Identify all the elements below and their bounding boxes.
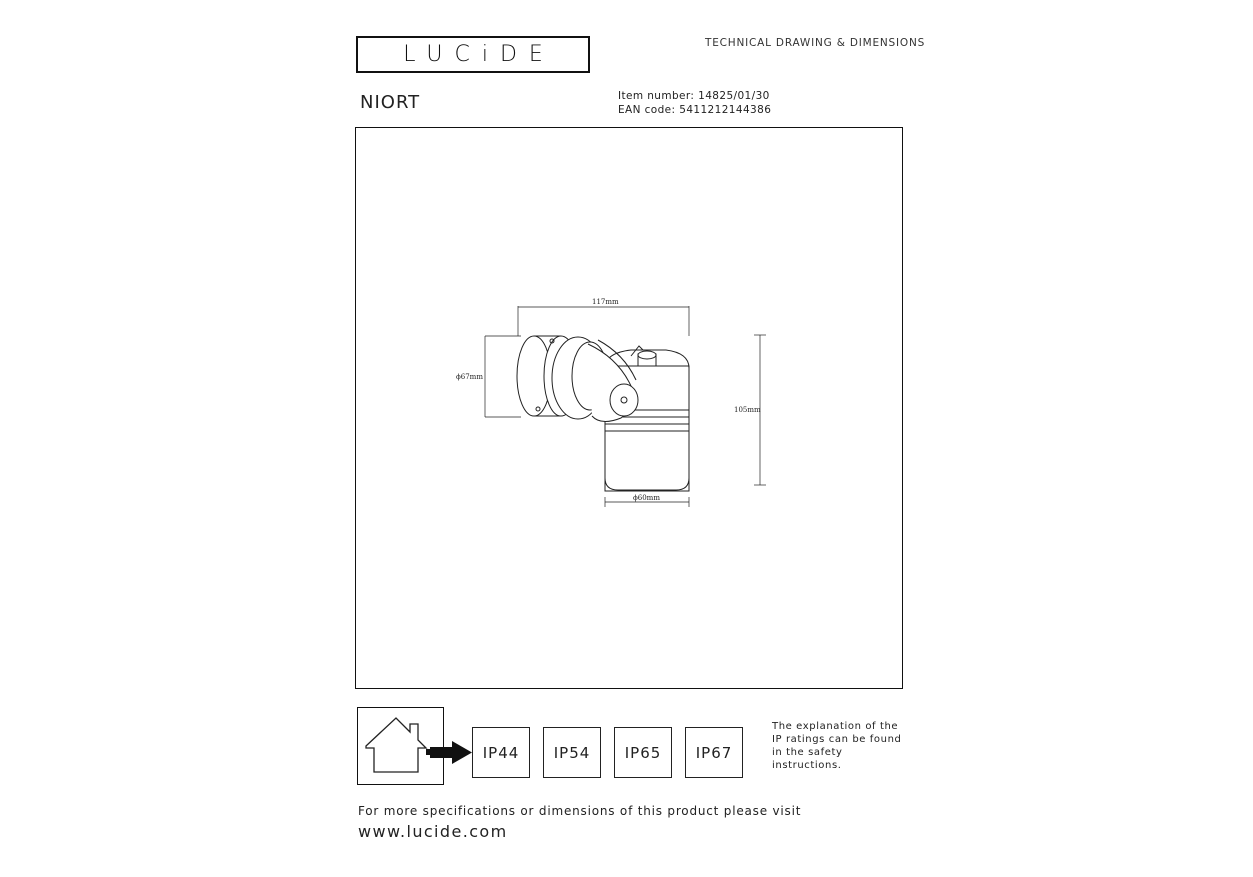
ip-rating-ip54: IP54 (543, 727, 601, 778)
item-number (618, 90, 770, 102)
ean-code-label: EAN code: (618, 104, 676, 116)
brand-logo-text: LUCiDE (403, 42, 555, 67)
ip-rating-ip67: IP67 (685, 727, 743, 778)
arrow-icon (430, 741, 472, 765)
ean-code (618, 104, 771, 116)
product-name: NIORT (360, 92, 421, 113)
technical-drawing-frame (355, 127, 903, 689)
ip-rating-ip44: IP44 (472, 727, 530, 778)
head-diameter-label: ϕ60mm (633, 494, 660, 502)
item-number-value: 14825/01/30 (698, 90, 770, 102)
website-link[interactable]: www.lucide.com (358, 822, 508, 841)
ip-ratings-note: The explanation of the IP ratings can be found in the safety instructions. (772, 721, 902, 771)
width-dimension-label: 117mm (592, 298, 619, 306)
document-title: TECHNICAL DRAWING & DIMENSIONS (705, 37, 926, 49)
lamp-drawing (356, 128, 902, 688)
base-diameter-label: ϕ67mm (456, 373, 483, 381)
brand-logo (356, 36, 590, 73)
item-number-label: Item number: (618, 90, 695, 102)
footer-text: For more specifications or dimensions of this product please visit (358, 804, 802, 818)
ean-code-value: 5411212144386 (679, 104, 772, 116)
height-dimension-label: 105mm (734, 406, 761, 414)
ip-rating-ip65: IP65 (614, 727, 672, 778)
